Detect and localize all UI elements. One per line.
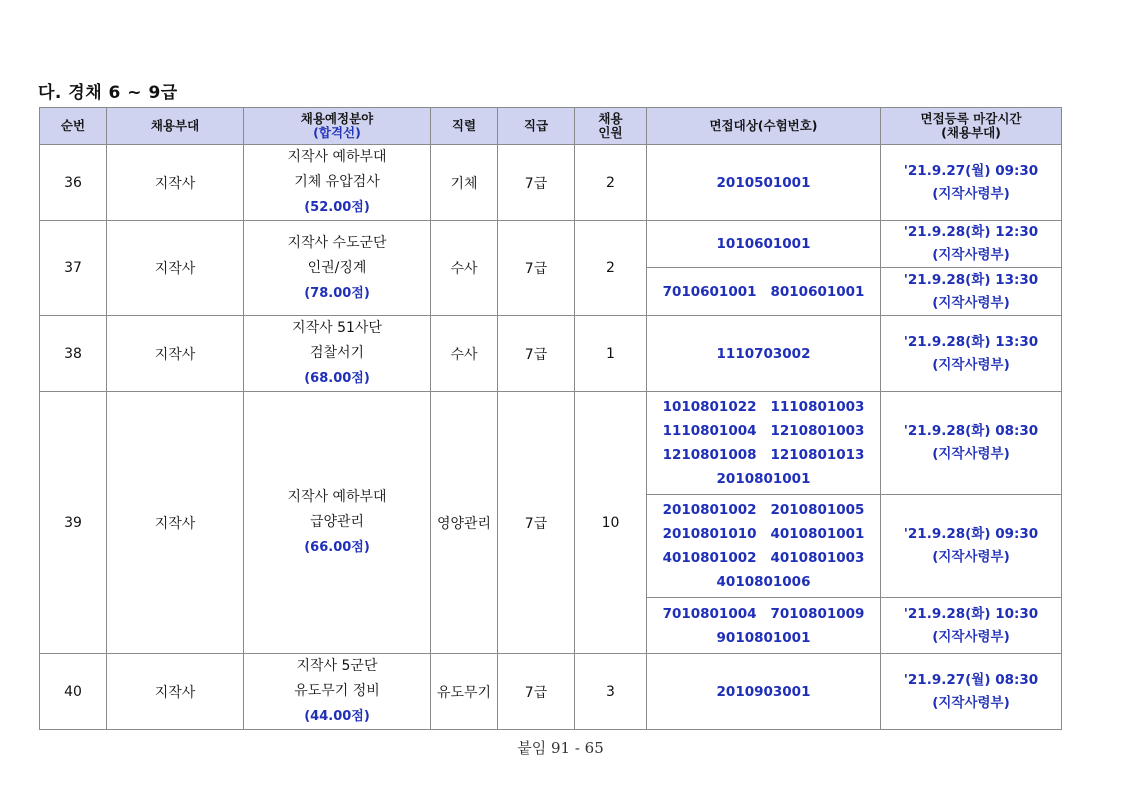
- page-footer: 붙임 91 - 65: [517, 739, 604, 757]
- cutoff-score: (66.00점): [304, 540, 370, 555]
- cutoff-score: (68.00점): [304, 371, 370, 386]
- row-series: 수사: [431, 316, 498, 392]
- field-line: 유도무기 정비: [294, 683, 380, 699]
- candidate-cell: [647, 598, 881, 654]
- candidate-line: [647, 522, 880, 546]
- candidate-line: [647, 342, 880, 366]
- candidate-line: [647, 419, 880, 443]
- header-series: 직렬: [431, 108, 498, 145]
- deadline-datetime: '21.9.28(화) 10:30: [903, 605, 1039, 622]
- candidate-cell: [647, 268, 881, 316]
- row-grade: 7급: [498, 392, 575, 654]
- field-line: 기체 유압검사: [294, 174, 380, 190]
- section-title: 다. 경채 6 ~ 9급: [38, 83, 178, 103]
- deadline-datetime: '21.9.28(화) 12:30: [903, 224, 1039, 240]
- row-count: 2: [575, 145, 647, 221]
- field-line: 급양관리: [309, 514, 365, 530]
- exam-number: 1110801003: [770, 399, 865, 415]
- candidate-line: [647, 443, 880, 467]
- field-line: 지작사 예하부대: [287, 149, 387, 165]
- row-count: 3: [575, 654, 647, 730]
- exam-number: 1210801008: [662, 447, 757, 463]
- exam-number: 2010801005: [770, 502, 865, 518]
- row-no: 37: [40, 221, 107, 316]
- row-series: 수사: [431, 221, 498, 316]
- row-grade: 7급: [498, 221, 575, 316]
- exam-number: 4010801003: [770, 550, 865, 566]
- row-no: 38: [40, 316, 107, 392]
- row-dept: 지작사: [107, 221, 244, 316]
- table-row: [40, 392, 1062, 495]
- row-grade: 7급: [498, 316, 575, 392]
- row-dept: 지작사: [107, 145, 244, 221]
- row-grade: 7급: [498, 145, 575, 221]
- deadline-place: (지작사령부): [932, 294, 1010, 311]
- header-count-l1: 채용: [598, 111, 623, 126]
- deadline-datetime: '21.9.27(월) 08:30: [903, 671, 1039, 688]
- exam-number: 1010601001: [716, 236, 811, 252]
- candidate-line: [647, 498, 880, 522]
- header-deadline-l1: 면접등록 마감시간: [920, 111, 1022, 126]
- deadline-datetime: '21.9.28(화) 08:30: [903, 423, 1039, 439]
- candidate-line: [647, 570, 880, 594]
- deadline-place: (지작사령부): [932, 356, 1010, 373]
- row-field: [244, 392, 431, 654]
- deadline-cell: [881, 221, 1062, 268]
- exam-number: 7010601001: [662, 283, 757, 300]
- row-field: [244, 221, 431, 316]
- deadline-place: (지작사령부): [932, 549, 1010, 565]
- header-field-label: 채용예정분야: [300, 111, 374, 126]
- field-line: 지작사 예하부대: [287, 489, 387, 505]
- exam-number: 7010801004: [662, 605, 757, 622]
- candidate-line: [647, 280, 880, 304]
- header-count-l2: 인원: [598, 125, 623, 140]
- row-no: 36: [40, 145, 107, 221]
- header-deadline-l2: (채용부대): [941, 125, 1001, 140]
- candidate-line: [647, 395, 880, 419]
- row-count: 2: [575, 221, 647, 316]
- exam-number: 2010801002: [662, 502, 757, 518]
- field-line: 지작사 수도군단: [287, 234, 387, 251]
- header-grade: 직급: [498, 108, 575, 145]
- candidate-line: [647, 602, 880, 626]
- candidate-cell: [647, 392, 881, 495]
- deadline-place: (지작사령부): [932, 628, 1010, 645]
- row-dept: 지작사: [107, 316, 244, 392]
- deadline-cell: [881, 316, 1062, 392]
- exam-number: 2010801010: [662, 526, 757, 542]
- deadline-datetime: '21.9.28(화) 09:30: [903, 526, 1039, 542]
- exam-number: 7010801009: [770, 605, 865, 622]
- cutoff-score: (44.00점): [304, 709, 370, 724]
- field-line: 인권/징계: [307, 259, 367, 276]
- field-line: 지작사 51사단: [292, 320, 382, 336]
- table-row: [40, 316, 1062, 392]
- deadline-datetime: '21.9.27(월) 09:30: [903, 162, 1039, 179]
- field-line: 지작사 5군단: [296, 658, 378, 674]
- table-row: [40, 654, 1062, 730]
- row-dept: 지작사: [107, 392, 244, 654]
- deadline-cell: [881, 654, 1062, 730]
- deadline-cell: [881, 598, 1062, 654]
- candidate-cell: [647, 145, 881, 221]
- exam-number: 4010801006: [716, 574, 811, 590]
- exam-number: 9010801001: [716, 629, 811, 646]
- row-field: [244, 654, 431, 730]
- candidate-line: [647, 546, 880, 570]
- row-series: 유도무기: [431, 654, 498, 730]
- cutoff-score: (78.00점): [304, 285, 370, 301]
- candidate-cell: [647, 495, 881, 598]
- exam-number: 1210801013: [770, 447, 865, 463]
- exam-number: 4010801002: [662, 550, 757, 566]
- candidate-line: [647, 232, 880, 256]
- exam-number: 1010801022: [662, 399, 757, 415]
- row-grade: 7급: [498, 654, 575, 730]
- row-series: 영양관리: [431, 392, 498, 654]
- exam-number: 2010801001: [716, 471, 811, 487]
- candidate-line: [647, 680, 880, 704]
- row-no: 39: [40, 392, 107, 654]
- candidate-line: [647, 626, 880, 650]
- row-dept: 지작사: [107, 654, 244, 730]
- deadline-datetime: '21.9.28(화) 13:30: [903, 333, 1039, 350]
- row-field: [244, 145, 431, 221]
- header-field-sub: (합격선): [313, 125, 361, 140]
- row-field: [244, 316, 431, 392]
- row-count: 1: [575, 316, 647, 392]
- deadline-place: (지작사령부): [932, 446, 1010, 462]
- row-no: 40: [40, 654, 107, 730]
- header-dept: 채용부대: [107, 108, 244, 145]
- exam-number: 1210801003: [770, 423, 865, 439]
- deadline-cell: [881, 145, 1062, 221]
- deadline-place: (지작사령부): [932, 694, 1010, 711]
- exam-number: 1110703002: [716, 345, 811, 362]
- field-line: 검찰서기: [309, 345, 365, 361]
- deadline-cell: [881, 392, 1062, 495]
- deadline-place: (지작사령부): [932, 247, 1010, 263]
- candidate-cell: [647, 654, 881, 730]
- candidate-cell: [647, 221, 881, 268]
- deadline-place: (지작사령부): [932, 185, 1010, 202]
- row-series: 기체: [431, 145, 498, 221]
- cutoff-score: (52.00점): [304, 200, 370, 215]
- header-no: 순번: [40, 108, 107, 145]
- header-row: [40, 108, 1062, 145]
- deadline-cell: [881, 268, 1062, 316]
- header-count: [575, 108, 647, 145]
- header-field: [244, 108, 431, 145]
- deadline-cell: [881, 495, 1062, 598]
- table-row: [40, 145, 1062, 221]
- header-candidates: 면접대상(수험번호): [647, 108, 881, 145]
- candidate-line: [647, 171, 880, 195]
- row-count: 10: [575, 392, 647, 654]
- exam-number: 2010501001: [716, 174, 811, 191]
- exam-number: 1110801004: [662, 423, 757, 439]
- exam-number: 2010903001: [716, 683, 811, 700]
- deadline-datetime: '21.9.28(화) 13:30: [903, 271, 1039, 288]
- candidate-cell: [647, 316, 881, 392]
- exam-number: 4010801001: [770, 526, 865, 542]
- header-deadline: [881, 108, 1062, 145]
- exam-number: 8010601001: [770, 283, 865, 300]
- candidate-line: [647, 467, 880, 491]
- recruitment-table: [39, 107, 1062, 730]
- table-row: [40, 221, 1062, 268]
